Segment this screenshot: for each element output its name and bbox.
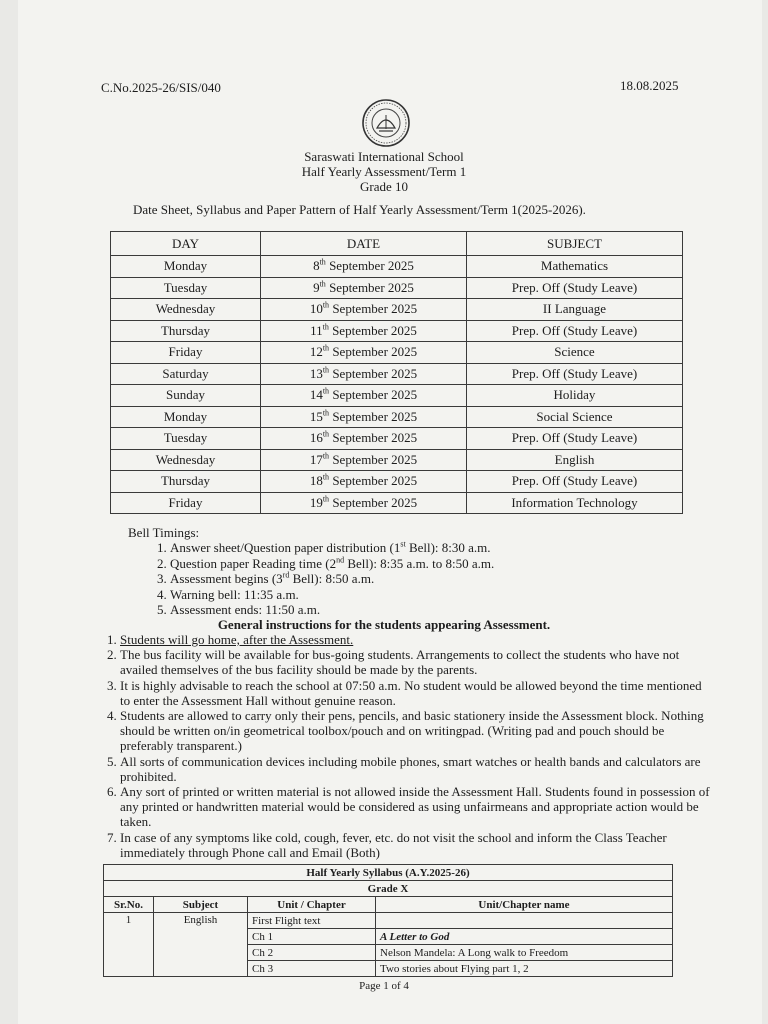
date-suffix: th: [322, 472, 330, 482]
date-month-year: September 2025: [329, 365, 418, 381]
school-name: Saraswati International School: [304, 149, 464, 164]
document-title: Date Sheet, Syllabus and Paper Pattern of Half Yearly Assessment/Term 1(2025-2026).: [133, 202, 586, 217]
date-month-year: September 2025: [329, 494, 418, 510]
date-month-year: September 2025: [329, 408, 418, 424]
date-cell: [261, 471, 467, 493]
page-number: Page 1 of 4: [359, 980, 409, 992]
date-month-year: September 2025: [328, 322, 417, 338]
date-month-year: September 2025: [325, 258, 414, 274]
day-cell: Friday: [111, 342, 261, 364]
bell-timing-item: [170, 556, 494, 572]
circular-number: C.No.2025-26/SIS/040: [101, 80, 221, 95]
date-suffix: th: [322, 429, 330, 439]
bell-ordinal: nd: [336, 555, 345, 565]
column-header-unit: Unit / Chapter: [248, 897, 376, 913]
bell-text: Question paper Reading time (2: [170, 555, 337, 571]
subject-cell: Science: [467, 342, 683, 364]
instruction-item: [120, 678, 714, 708]
grade-label: Grade 10: [359, 179, 408, 194]
instruction-text: The bus facility will be available for bus-going students. Arrangements to collect the students who have not availed themselves of the bus facility should be made by the parents.: [120, 647, 680, 678]
instruction-text: All sorts of communication devices including mobile phones, smart watches or health bands and calculators are prohibited.: [120, 753, 701, 784]
unit-name-cell: Nelson Mandela: A Long walk to Freedom: [376, 945, 673, 961]
date-month-year: September 2025: [329, 387, 418, 403]
day-cell: Friday: [111, 492, 261, 514]
day-cell: Saturday: [111, 363, 261, 385]
date-number: 13: [309, 365, 323, 381]
column-header-date: DATE: [261, 232, 467, 256]
date-suffix: th: [319, 279, 326, 289]
circular-date: 18.08.2025: [620, 78, 679, 93]
column-header-subject: Subject: [154, 897, 248, 913]
date-suffix: th: [319, 257, 326, 267]
date-number: 16: [309, 430, 323, 446]
instruction-item: [120, 784, 714, 830]
bell-timing-item: [170, 571, 494, 587]
date-month-year: September 2025: [329, 301, 418, 317]
general-instructions-list: [98, 632, 714, 860]
day-cell: Wednesday: [111, 299, 261, 321]
date-cell: [261, 428, 467, 450]
date-sheet-table: [110, 231, 683, 514]
date-number: 9: [313, 279, 320, 295]
instruction-item: [120, 708, 714, 754]
instruction-text: Students are allowed to carry only their pens, pencils, and basic stationery inside the Assessment block. Nothing should be written on/in geometrical toolbox/pouch and on writingpad. (Writing pad and pouch should be preferably transparent.): [120, 708, 704, 754]
date-sheet-row: [111, 385, 683, 407]
day-cell: Thursday: [111, 471, 261, 493]
day-cell: Tuesday: [111, 277, 261, 299]
bell-text: Warning bell: 11:35 a.m.: [170, 586, 299, 602]
assessment-name: Half Yearly Assessment/Term 1: [301, 164, 467, 179]
subject-cell: Prep. Off (Study Leave): [467, 363, 683, 385]
date-month-year: September 2025: [325, 279, 414, 295]
syllabus-row: [104, 913, 673, 929]
date-cell: [261, 406, 467, 428]
subject-cell: Mathematics: [467, 256, 683, 278]
day-cell: Thursday: [111, 320, 261, 342]
syllabus-title: Half Yearly Syllabus (A.Y.2025-26): [104, 865, 673, 881]
day-cell: Sunday: [111, 385, 261, 407]
date-cell: [261, 320, 467, 342]
school-logo-seal: [355, 98, 417, 148]
bell-text: Assessment ends: 11:50 a.m.: [170, 602, 321, 617]
subject-cell: Holiday: [467, 385, 683, 407]
subject-cell: Prep. Off (Study Leave): [467, 428, 683, 450]
date-number: 12: [309, 344, 323, 360]
date-month-year: September 2025: [329, 344, 418, 360]
instruction-text: Students will go home, after the Assessment.: [120, 632, 354, 647]
date-sheet-header-row: [111, 232, 683, 256]
instruction-item: [120, 754, 714, 784]
date-number: 11: [310, 322, 323, 338]
date-sheet-row: [111, 449, 683, 471]
subject-cell: Prep. Off (Study Leave): [467, 320, 683, 342]
date-suffix: th: [322, 365, 330, 375]
date-sheet-row: [111, 471, 683, 493]
date-sheet-row: [111, 406, 683, 428]
date-number: 14: [309, 387, 323, 403]
syllabus-header-row: [104, 897, 673, 913]
instruction-item: [120, 632, 714, 647]
bell-timings-list: [130, 540, 494, 618]
instruction-text: It is highly advisable to reach the school at 07:50 a.m. No student would be allowed beyond the time mentioned to enter the Assessment Hall without genuine reason.: [120, 677, 702, 708]
day-cell: Tuesday: [111, 428, 261, 450]
date-sheet-row: [111, 342, 683, 364]
date-sheet-row: [111, 256, 683, 278]
date-cell: [261, 256, 467, 278]
bell-ordinal: rd: [282, 570, 290, 580]
date-cell: [261, 449, 467, 471]
date-number: 15: [309, 408, 323, 424]
date-cell: [261, 385, 467, 407]
date-number: 8: [313, 258, 320, 274]
general-instructions-heading: General instructions for the students appearing Assessment.: [217, 617, 551, 632]
syllabus-grade: Grade X: [104, 881, 673, 897]
day-cell: Monday: [111, 256, 261, 278]
column-header-unit-name: Unit/Chapter name: [376, 897, 673, 913]
unit-name-cell: Two stories about Flying part 1, 2: [376, 961, 673, 977]
date-sheet-row: [111, 363, 683, 385]
date-suffix: th: [322, 408, 330, 418]
subject-cell: English: [467, 449, 683, 471]
bell-timing-item: [170, 587, 494, 603]
bell-timing-item: [170, 540, 494, 556]
syllabus-table: [103, 864, 673, 977]
date-sheet-row: [111, 492, 683, 514]
date-number: 18: [309, 473, 323, 489]
subject-cell: Information Technology: [467, 492, 683, 514]
date-number: 10: [309, 301, 323, 317]
date-cell: [261, 277, 467, 299]
date-sheet-row: [111, 320, 683, 342]
date-cell: [261, 363, 467, 385]
bell-text-tail: Bell): 8:30 a.m.: [405, 540, 491, 555]
unit-cell: Ch 1: [248, 929, 376, 945]
subject-cell: Prep. Off (Study Leave): [467, 471, 683, 493]
unit-cell: First Flight text: [248, 913, 376, 929]
date-suffix: th: [322, 300, 330, 310]
date-suffix: th: [322, 451, 330, 461]
unit-name-cell: A Letter to God: [376, 929, 673, 945]
date-cell: [261, 492, 467, 514]
date-sheet-row: [111, 277, 683, 299]
bell-text-tail: Bell): 8:35 a.m. to 8:50 a.m.: [344, 555, 495, 571]
date-suffix: th: [322, 494, 330, 504]
column-header-sr-no: Sr.No.: [104, 897, 154, 913]
subject-cell: English: [154, 913, 248, 977]
date-cell: [261, 342, 467, 364]
day-cell: Wednesday: [111, 449, 261, 471]
date-suffix: th: [322, 343, 330, 353]
bell-text: Assessment begins (3: [170, 571, 283, 586]
column-header-day: DAY: [111, 232, 261, 256]
instruction-item: [120, 830, 714, 860]
date-cell: [261, 299, 467, 321]
date-month-year: September 2025: [329, 451, 418, 467]
date-number: 17: [309, 451, 323, 467]
date-number: 19: [309, 494, 323, 510]
day-cell: Monday: [111, 406, 261, 428]
unit-cell: Ch 3: [248, 961, 376, 977]
date-suffix: th: [322, 322, 329, 332]
sr-no-cell: 1: [104, 913, 154, 977]
subject-cell: Social Science: [467, 406, 683, 428]
bell-text-tail: Bell): 8:50 a.m.: [289, 571, 375, 586]
subject-cell: Prep. Off (Study Leave): [467, 277, 683, 299]
date-sheet-row: [111, 428, 683, 450]
instruction-item: [120, 647, 714, 677]
bell-timings-heading: Bell Timings:: [128, 525, 200, 540]
subject-cell: II Language: [467, 299, 683, 321]
instruction-text: Any sort of printed or written material is not allowed inside the Assessment Hall. Students found in possession of any printed or handwritten material would be considered as using unfairmeans and appropriate action would be taken.: [120, 784, 710, 830]
date-month-year: September 2025: [329, 430, 418, 446]
unit-name-cell: [376, 913, 673, 929]
bell-text: Answer sheet/Question paper distribution (1: [170, 540, 401, 555]
bell-ordinal: st: [400, 539, 406, 549]
instruction-text: In case of any symptoms like cold, cough, fever, etc. do not visit the school and inform the Class Teacher immediately through Phone call and Email (Both): [120, 829, 667, 860]
column-header-subject: SUBJECT: [467, 232, 683, 256]
date-suffix: th: [322, 386, 330, 396]
bell-timing-item: [170, 602, 494, 618]
date-month-year: September 2025: [329, 473, 418, 489]
date-sheet-row: [111, 299, 683, 321]
unit-cell: Ch 2: [248, 945, 376, 961]
